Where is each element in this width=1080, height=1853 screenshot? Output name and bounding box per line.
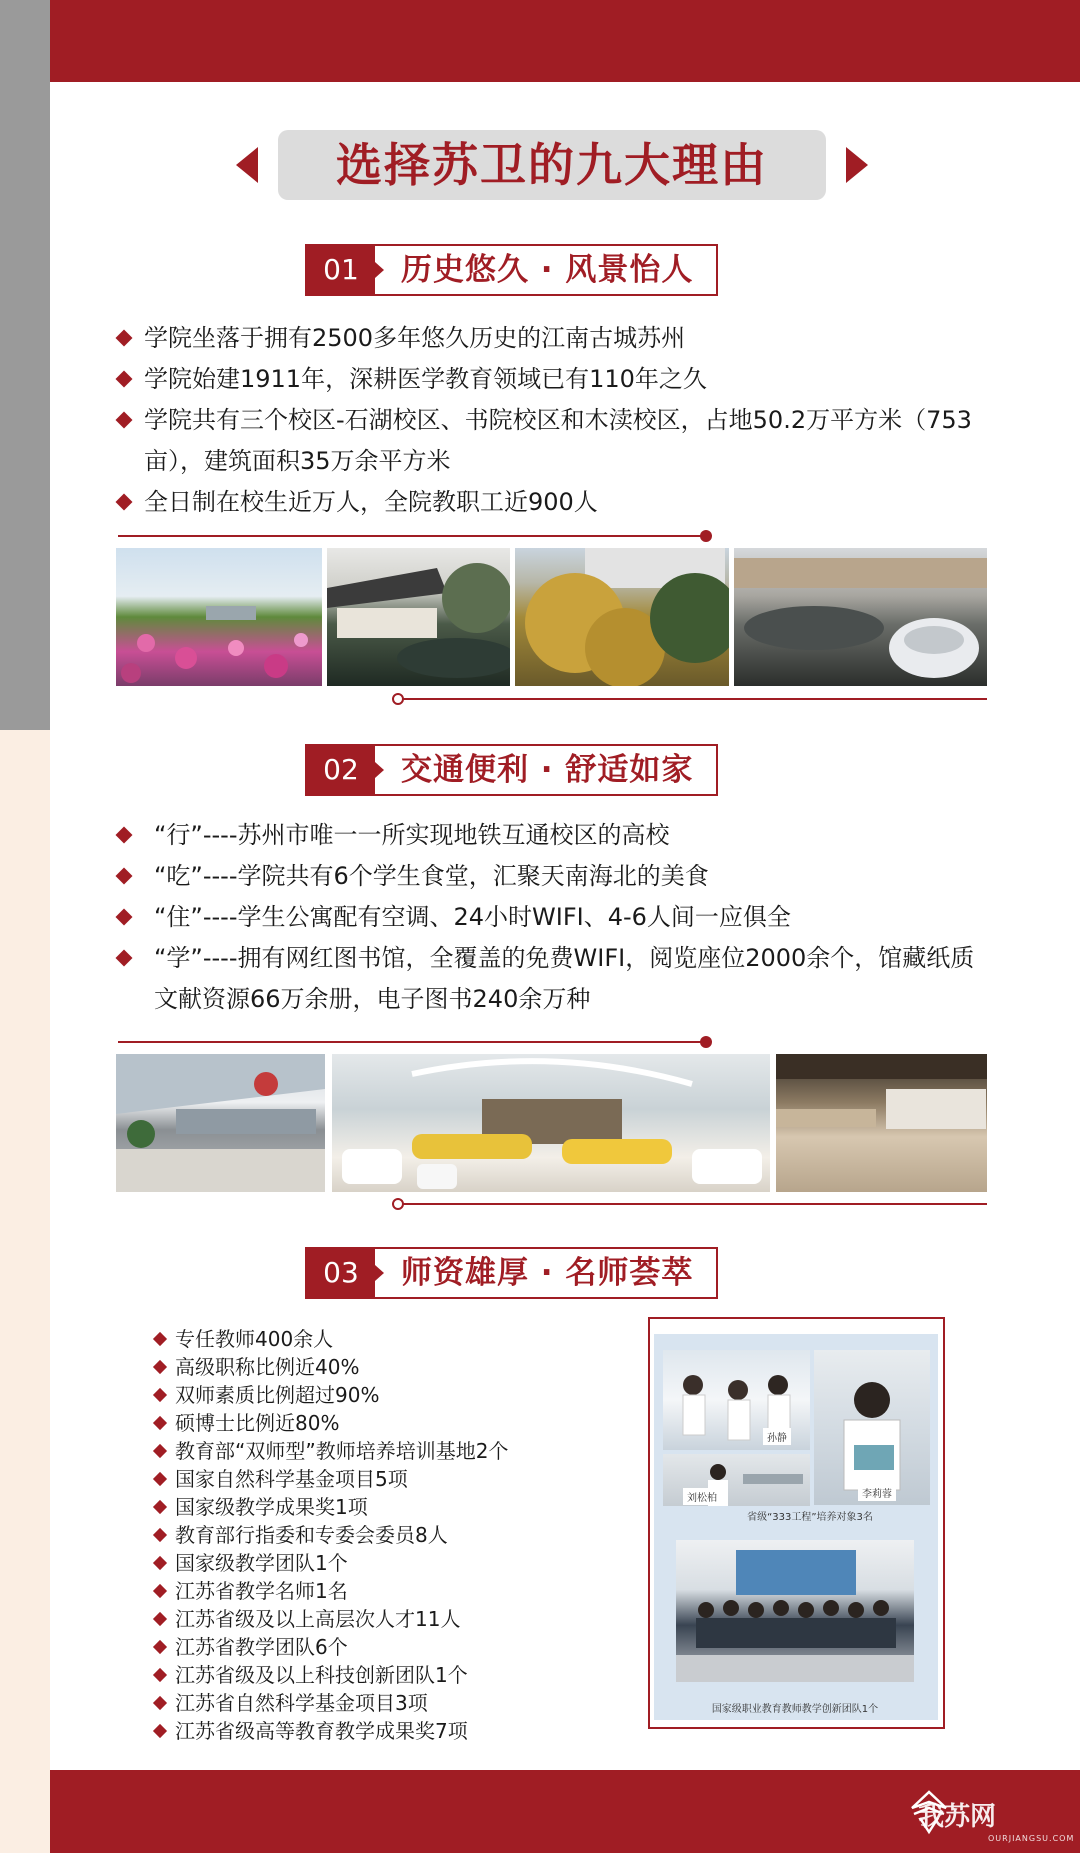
photo-name-label: 刘松柏 — [683, 1488, 721, 1505]
list-item: 教育部行指委和专委会委员8人 — [155, 1521, 635, 1549]
divider-line — [400, 698, 987, 700]
section-notch-icon — [375, 1265, 384, 1281]
list-item: 专任教师400余人 — [155, 1325, 635, 1353]
lounge-illustration — [332, 1054, 770, 1192]
photo-caption: 省级“333工程”培养对象3名 — [747, 1512, 873, 1523]
list-item: 江苏省级及以上高层次人才11人 — [155, 1605, 635, 1633]
list-item: “行”----苏州市唯一一所实现地铁互通校区的高校 — [118, 815, 998, 856]
campus-illustration — [734, 548, 987, 686]
list-item: 双师素质比例超过90% — [155, 1381, 635, 1409]
photo-canteen — [776, 1054, 987, 1192]
atrium-illustration — [116, 1054, 325, 1192]
list-item: 硕博士比例近80% — [155, 1409, 635, 1437]
list-item: 学院坐落于拥有2500多年悠久历史的江南古城苏州 — [118, 318, 998, 359]
section-number: 02 — [307, 746, 375, 794]
watermark-subtext: OURJIANGSU.COM — [988, 1834, 1075, 1843]
right-triangle-icon — [846, 147, 868, 183]
photo-flower-field — [116, 548, 322, 686]
photo-researcher — [663, 1454, 810, 1506]
flowers-illustration — [116, 548, 322, 686]
left-beige-strip — [0, 730, 50, 1853]
list-item: 国家自然科学基金项目5项 — [155, 1465, 635, 1493]
doctor-illustration — [814, 1350, 930, 1505]
photo-garden-pavilion — [327, 548, 510, 686]
section-title: 历史悠久 · 风景怡人 — [401, 252, 694, 288]
divider-dot — [700, 530, 712, 542]
section-notch-icon — [375, 262, 384, 278]
canteen-illustration — [776, 1054, 987, 1192]
list-item: “住”----学生公寓配有空调、24小时WIFI、4-6人间一应俱全 — [118, 897, 998, 938]
divider-dot — [700, 1036, 712, 1048]
photo-name-label: 孙静 — [763, 1428, 791, 1445]
divider-line — [118, 1041, 706, 1043]
divider-line — [118, 535, 706, 537]
section-notch-icon — [375, 762, 384, 778]
section-01-header — [305, 244, 718, 296]
photo-name-label: 李莉蓉 — [858, 1484, 896, 1501]
photo-library-lounge — [332, 1054, 770, 1192]
divider-line — [400, 1203, 987, 1205]
list-item: 江苏省教学团队6个 — [155, 1633, 635, 1661]
group-illustration — [676, 1540, 914, 1682]
list-item: “吃”----学院共有6个学生食堂，汇聚天南海北的美食 — [118, 856, 998, 897]
top-red-band — [50, 0, 1080, 82]
photo-lab-team — [663, 1350, 810, 1450]
list-item: 教育部“双师型”教师培养培训基地2个 — [155, 1437, 635, 1465]
photo-atrium — [116, 1054, 325, 1192]
photo-ginkgo-trees — [515, 548, 729, 686]
list-item: 全日制在校生近万人，全院教职工近900人 — [118, 482, 998, 523]
divider-ring — [392, 1198, 404, 1210]
list-item: 江苏省自然科学基金项目3项 — [155, 1689, 635, 1717]
photo-doctor-portrait — [814, 1350, 930, 1505]
main-title-block — [0, 130, 1080, 200]
list-item: 国家级教学团队1个 — [155, 1549, 635, 1577]
page-title: 选择苏卫的九大理由 — [336, 138, 768, 192]
list-item: 江苏省教学名师1名 — [155, 1577, 635, 1605]
pavilion-illustration — [327, 548, 510, 686]
list-item: 学院始建1911年，深耕医学教育领域已有110年之久 — [118, 359, 998, 400]
list-item: “学”----拥有网红图书馆，全覆盖的免费WIFI，阅览座位2000余个，馆藏纸质文献资源66万余册，电子图书240余万种 — [118, 938, 998, 1020]
photo-caption: 国家级职业教育教师教学创新团队1个 — [711, 1704, 879, 1715]
left-gray-strip — [0, 0, 50, 730]
section-number: 03 — [307, 1249, 375, 1297]
photo-team-group — [676, 1540, 914, 1682]
list-item: 学院共有三个校区-石湖校区、书院校区和木渎校区，占地50.2万平方米（753亩），建筑面积35万余平方米 — [118, 400, 998, 482]
section-03-header — [305, 1247, 718, 1299]
list-item: 江苏省级高等教育教学成果奖7项 — [155, 1717, 635, 1745]
section-title: 交通便利 · 舒适如家 — [401, 752, 694, 788]
section-02-list — [118, 815, 998, 1020]
section-number: 01 — [307, 246, 375, 294]
section-01-list — [118, 318, 998, 523]
section-02-header — [305, 744, 718, 796]
list-item: 高级职称比例近40% — [155, 1353, 635, 1381]
section-title: 师资雄厚 · 名师荟萃 — [401, 1255, 694, 1291]
list-item: 国家级教学成果奖1项 — [155, 1493, 635, 1521]
left-triangle-icon — [236, 147, 258, 183]
list-item: 江苏省级及以上科技创新团队1个 — [155, 1661, 635, 1689]
ginkgo-illustration — [515, 548, 729, 686]
section-03-list — [155, 1325, 635, 1745]
divider-ring — [392, 693, 404, 705]
photo-campus-snow — [734, 548, 987, 686]
watermark-text: 我苏网 — [918, 1802, 997, 1832]
